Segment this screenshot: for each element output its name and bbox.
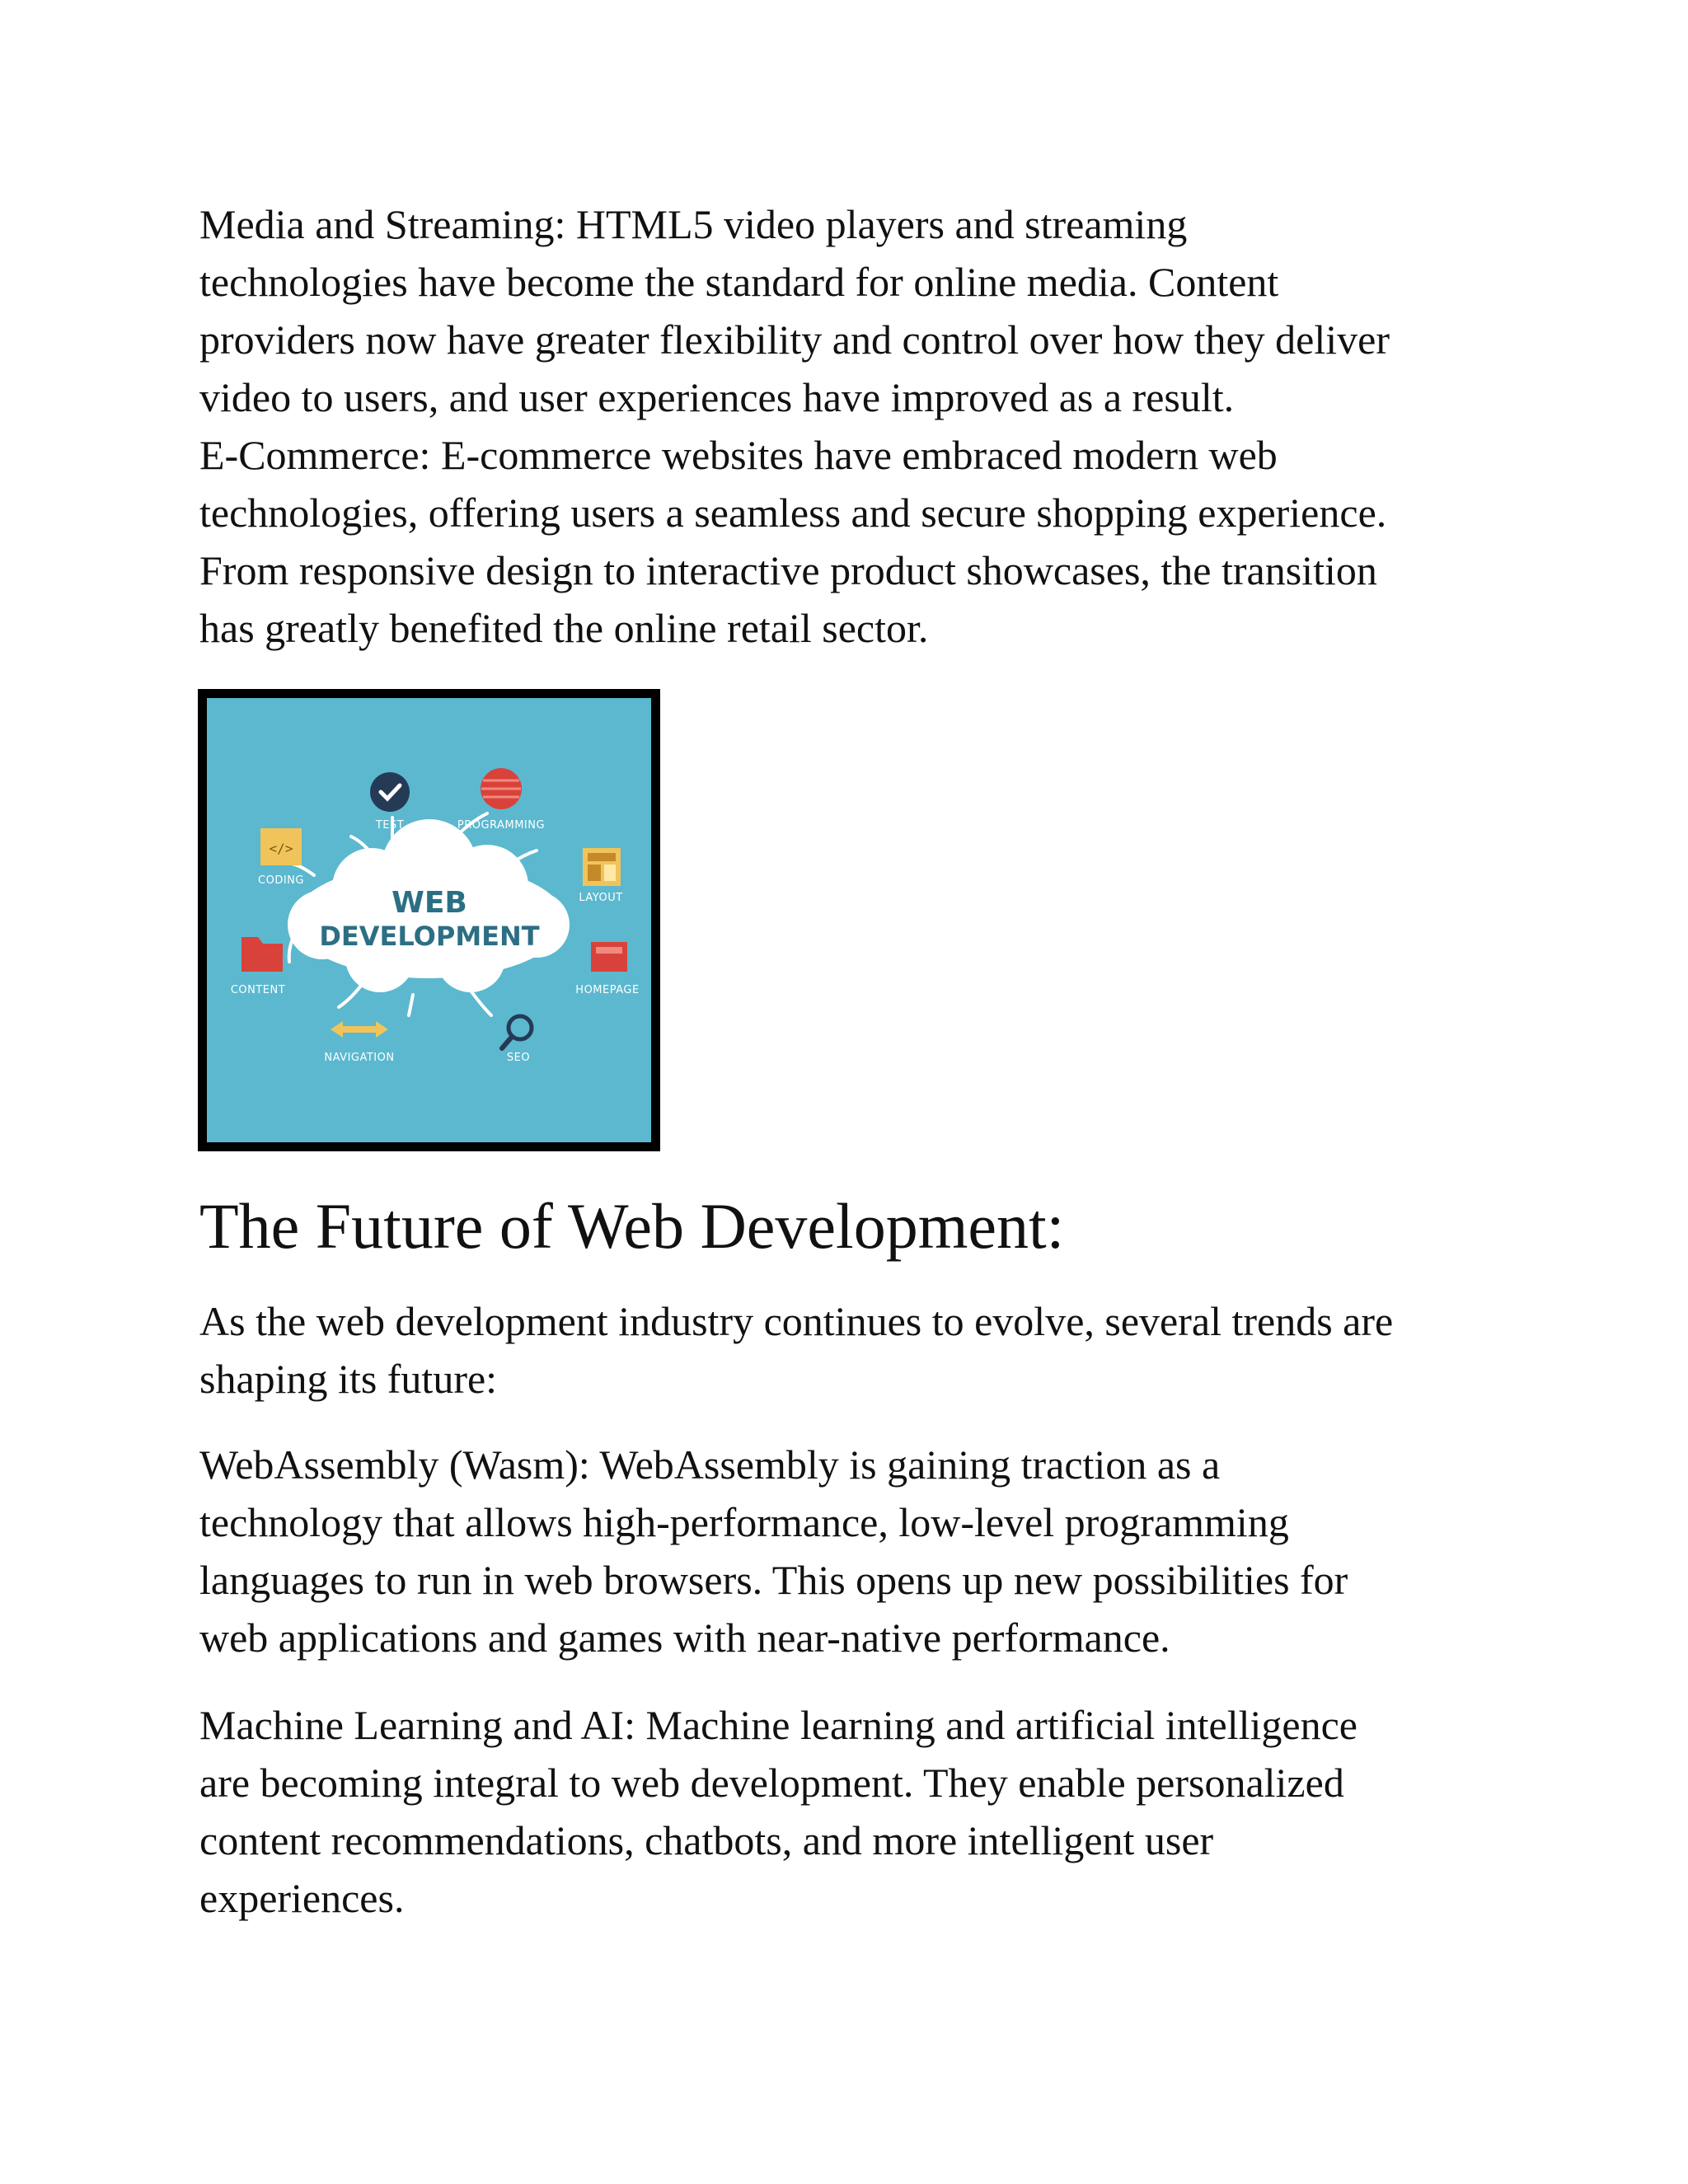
- text-line: technologies, offering users a seamless and secure shopping experience.: [199, 490, 1387, 536]
- check-circle-icon: [370, 772, 410, 812]
- code-icon-glyph: </>: [269, 841, 293, 856]
- label-homepage: HOMEPAGE: [575, 984, 640, 996]
- text-line: E-Commerce: E-commerce websites have embraced modern web: [199, 432, 1278, 478]
- text-line: languages to run in web browsers. This opens up new possibilities for: [199, 1557, 1348, 1603]
- text-line: content recommendations, chatbots, and more intelligent user: [199, 1817, 1214, 1863]
- label-navigation: NAVIGATION: [324, 1052, 395, 1064]
- machine-learning-paragraph: [199, 1696, 1551, 1927]
- text-line: are becoming integral to web development. They enable personalized: [199, 1760, 1344, 1806]
- section-heading: The Future of Web Development:: [199, 1190, 1065, 1262]
- text-line: has greatly benefited the online retail sector.: [199, 605, 929, 651]
- text-line: From responsive design to interactive product showcases, the transition: [199, 547, 1377, 593]
- text-line: WebAssembly (Wasm): WebAssembly is gaining traction as a: [199, 1441, 1221, 1488]
- label-seo: SEO: [506, 1052, 531, 1064]
- media-ecommerce-paragraph: [199, 195, 1551, 657]
- web-development-illustration: [198, 689, 660, 1151]
- label-test: TEST: [375, 819, 405, 832]
- text-line: technologies have become the standard for online media. Content: [199, 259, 1279, 305]
- label-content: CONTENT: [230, 984, 286, 996]
- text-line: As the web development industry continues to evolve, several trends are: [199, 1298, 1394, 1344]
- intro-paragraph: [199, 1292, 1551, 1408]
- label-layout: LAYOUT: [579, 892, 623, 904]
- text-line: video to users, and user experiences have improved as a result.: [199, 374, 1235, 420]
- text-line: providers now have greater flexibility and control over how they deliver: [199, 316, 1390, 363]
- cloud-title-line2: DEVELOPMENT: [319, 921, 540, 952]
- cloud-title-line1: WEB: [392, 886, 467, 920]
- webassembly-paragraph: [199, 1436, 1551, 1666]
- illustration-svg: [207, 698, 651, 1142]
- text-line: web applications and games with near-native performance.: [199, 1615, 1170, 1661]
- text-line: Machine Learning and AI: Machine learning and artificial intelligence: [199, 1702, 1357, 1748]
- label-coding: CODING: [258, 874, 304, 887]
- text-line: shaping its future:: [199, 1356, 498, 1402]
- text-line: experiences.: [199, 1875, 405, 1921]
- text-line: Media and Streaming: HTML5 video players and streaming: [199, 201, 1188, 247]
- homepage-icon: [591, 942, 627, 972]
- label-programming: PROGRAMMING: [457, 819, 546, 832]
- text-line: technology that allows high-performance, low-level programming: [199, 1499, 1289, 1545]
